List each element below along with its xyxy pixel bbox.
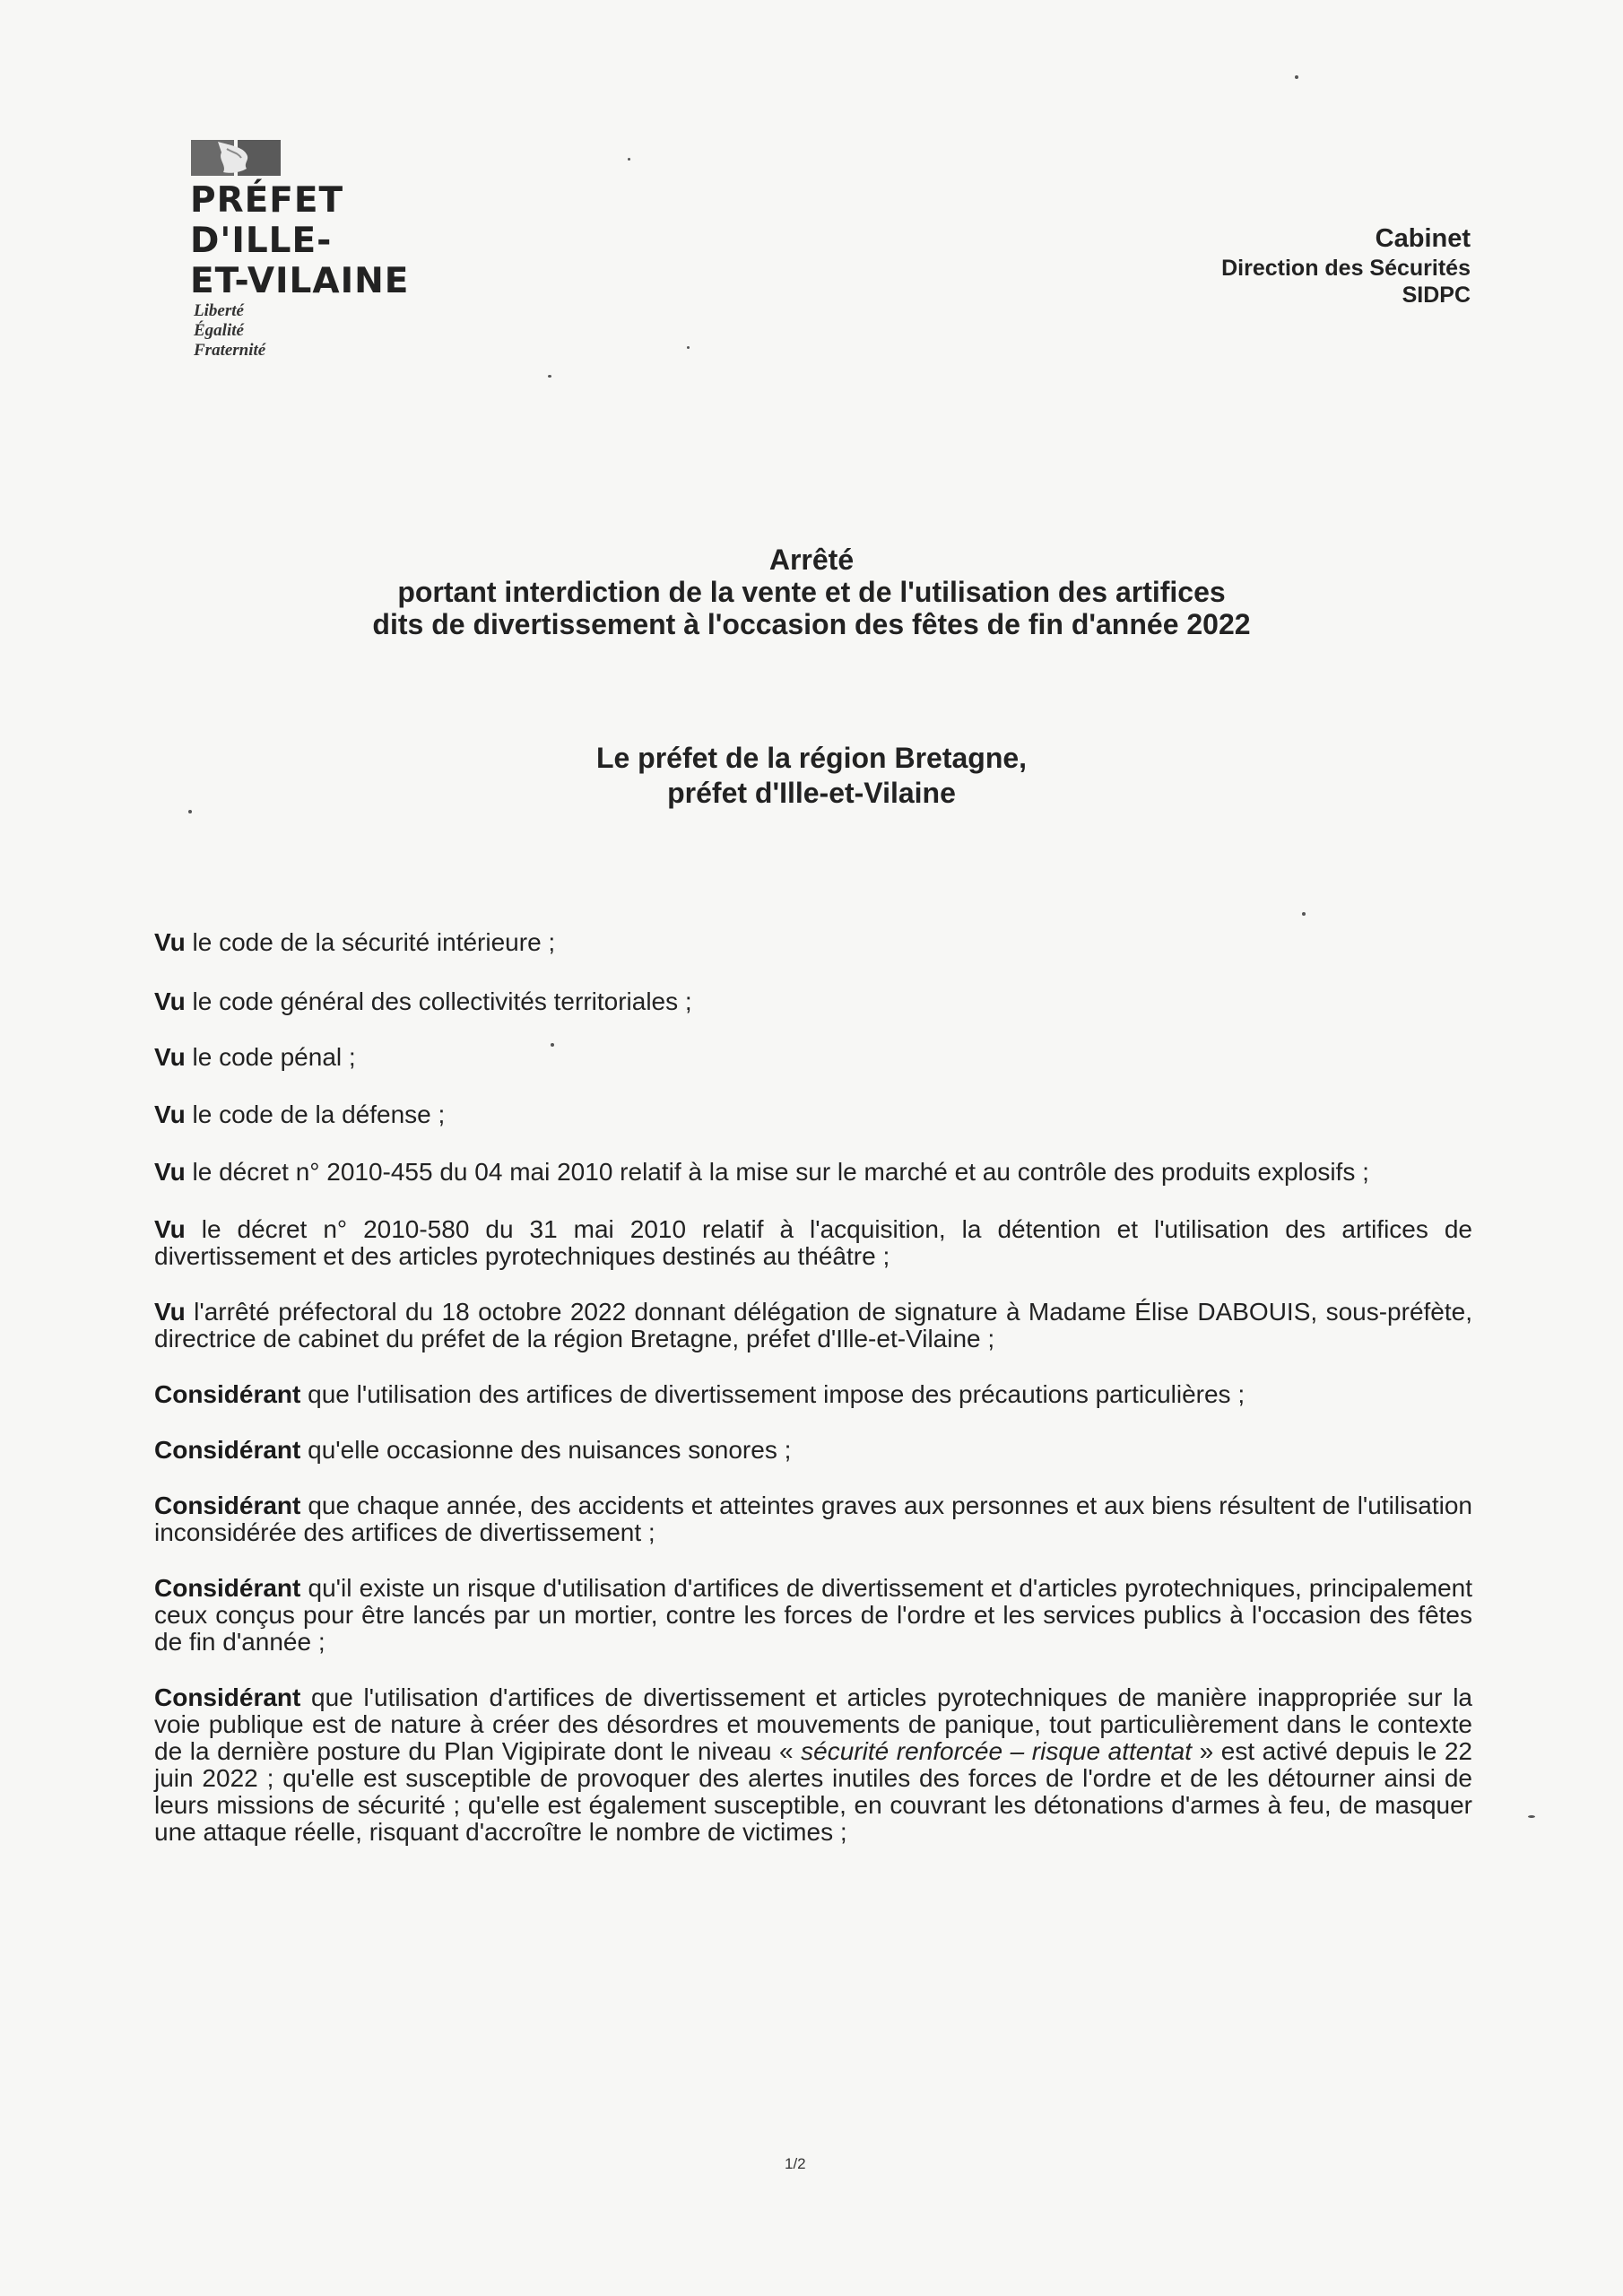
- considerant-paragraph: [154, 1381, 1472, 1408]
- scan-speck: [188, 810, 192, 813]
- visa-text: le code général des collectivités territoriales ;: [185, 987, 692, 1015]
- considerant-lead: Considérant: [154, 1492, 301, 1519]
- author-line: Le préfet de la région Bretagne,: [595, 742, 1028, 774]
- considerant-text: qu'il existe un risque d'utilisation d'artifices de divertissement et d'articles pyrotechniques, principalement ceux conçus pour être lancés par un mortier, contre les forces de l'ordre et les services publics à l'occasion des fêtes de fin d'année ;: [154, 1574, 1472, 1656]
- scan-speck: [1528, 1815, 1535, 1818]
- marianne-logo-icon: [191, 136, 281, 178]
- considerant-lead: Considérant: [154, 1436, 301, 1464]
- visa-lead: Vu: [154, 1215, 186, 1243]
- visa-lead: Vu: [154, 987, 186, 1015]
- republic-motto: [194, 301, 265, 361]
- visa-paragraph: [154, 1159, 1472, 1186]
- visa-text: le décret n° 2010-580 du 31 mai 2010 relatif à l'acquisition, la détention et l'utilisation des artifices de divertissement et des articles pyrotechniques destinés au théâtre ;: [154, 1215, 1472, 1270]
- sidpc-label: SIDPC: [1402, 283, 1471, 308]
- considerant-paragraph: [154, 1492, 1472, 1546]
- considerant-text: qu'elle occasionne des nuisances sonores ;: [300, 1436, 792, 1464]
- considerant-paragraph: [154, 1437, 1472, 1464]
- motto-line: Égalité: [194, 321, 244, 340]
- scan-speck: [687, 346, 690, 349]
- visa-lead: Vu: [154, 1298, 186, 1326]
- motto-line: Liberté: [194, 301, 244, 320]
- title-line: dits de divertissement à l'occasion des fêtes de fin d'année 2022: [372, 608, 1251, 640]
- prefet-name: [190, 180, 409, 301]
- document-title: [269, 544, 1354, 640]
- considerant-paragraph: [154, 1575, 1472, 1656]
- visa-text: le code pénal ;: [185, 1043, 356, 1071]
- prefet-line: D'ILLE-: [190, 221, 333, 261]
- scan-speck: [628, 158, 630, 161]
- cabinet-label: Cabinet: [1375, 224, 1471, 253]
- document-body: [154, 929, 1472, 1846]
- considerant-lead: Considérant: [154, 1380, 301, 1408]
- motto-line: Fraternité: [194, 341, 266, 360]
- visa-lead: Vu: [154, 1158, 186, 1186]
- visa-text: l'arrêté préfectoral du 18 octobre 2022 donnant délégation de signature à Madame Élise DABOUIS, sous-préfète, directrice de cabinet du préfet de la région Bretagne, préfet d'Ille-et-Vilaine ;: [154, 1298, 1472, 1352]
- page-number: 1/2: [785, 2155, 806, 2172]
- author-block: [269, 741, 1354, 811]
- visa-lead: Vu: [154, 1100, 186, 1128]
- considerant-paragraph: [154, 1684, 1472, 1846]
- prefet-line: ET-VILAINE: [190, 261, 410, 301]
- visa-lead: Vu: [154, 928, 186, 956]
- visa-lead: Vu: [154, 1043, 186, 1071]
- visa-text: le code de la défense ;: [185, 1100, 446, 1128]
- considerant-text: » est activé depuis le 22 juin 2022 ; qu'elle est susceptible de provoquer des alertes inutiles des forces de l'ordre et de les détourner ainsi de leurs missions de sécurité ; qu'elle est également susceptible, en couvrant les détonations d'armes à feu, de masquer une attaque réelle, risquant d'accroître le nombre de victimes ;: [154, 1737, 1472, 1846]
- considerant-text: que l'utilisation des artifices de divertissement impose des précautions particulières ;: [300, 1380, 1245, 1408]
- visa-text: le code de la sécurité intérieure ;: [185, 928, 556, 956]
- title-line: Arrêté: [768, 544, 855, 576]
- visa-text: le décret n° 2010-455 du 04 mai 2010 relatif à la mise sur le marché et au contrôle des produits explosifs ;: [185, 1158, 1369, 1186]
- considerant-text: que chaque année, des accidents et atteintes graves aux personnes et aux biens résultent de l'utilisation inconsidérée des artifices de divertissement ;: [154, 1492, 1472, 1546]
- visa-paragraph: [154, 1101, 1472, 1128]
- scan-speck: [1295, 75, 1298, 79]
- visa-paragraph: [154, 1044, 1472, 1071]
- scan-speck: [1302, 912, 1306, 916]
- direction-label: Direction des Sécurités: [1221, 256, 1471, 281]
- scan-speck: [551, 1043, 554, 1047]
- author-line: préfet d'Ille-et-Vilaine: [667, 777, 956, 809]
- prefet-line: PRÉFET: [190, 180, 344, 221]
- considerant-text: que l'utilisation d'artifices de divertissement et articles pyrotechniques de manière inappropriée sur la voie publique est de nature à créer des désordres et mouvements de panique, tout particulièrement dans le contexte de la dernière posture du Plan Vigipirate dont le niveau «: [154, 1683, 1472, 1765]
- visa-paragraph: [154, 1216, 1472, 1270]
- visa-paragraph: [154, 929, 1472, 956]
- considerant-lead: Considérant: [154, 1574, 301, 1602]
- considerant-lead: Considérant: [154, 1683, 301, 1711]
- scan-speck: [548, 375, 551, 378]
- service-block: [1221, 222, 1471, 309]
- visa-paragraph: [154, 1299, 1472, 1352]
- vigipirate-level: sécurité renforcée – risque attentat: [801, 1737, 1193, 1765]
- visa-paragraph: [154, 988, 1472, 1015]
- title-line: portant interdiction de la vente et de l'utilisation des artifices: [397, 576, 1226, 608]
